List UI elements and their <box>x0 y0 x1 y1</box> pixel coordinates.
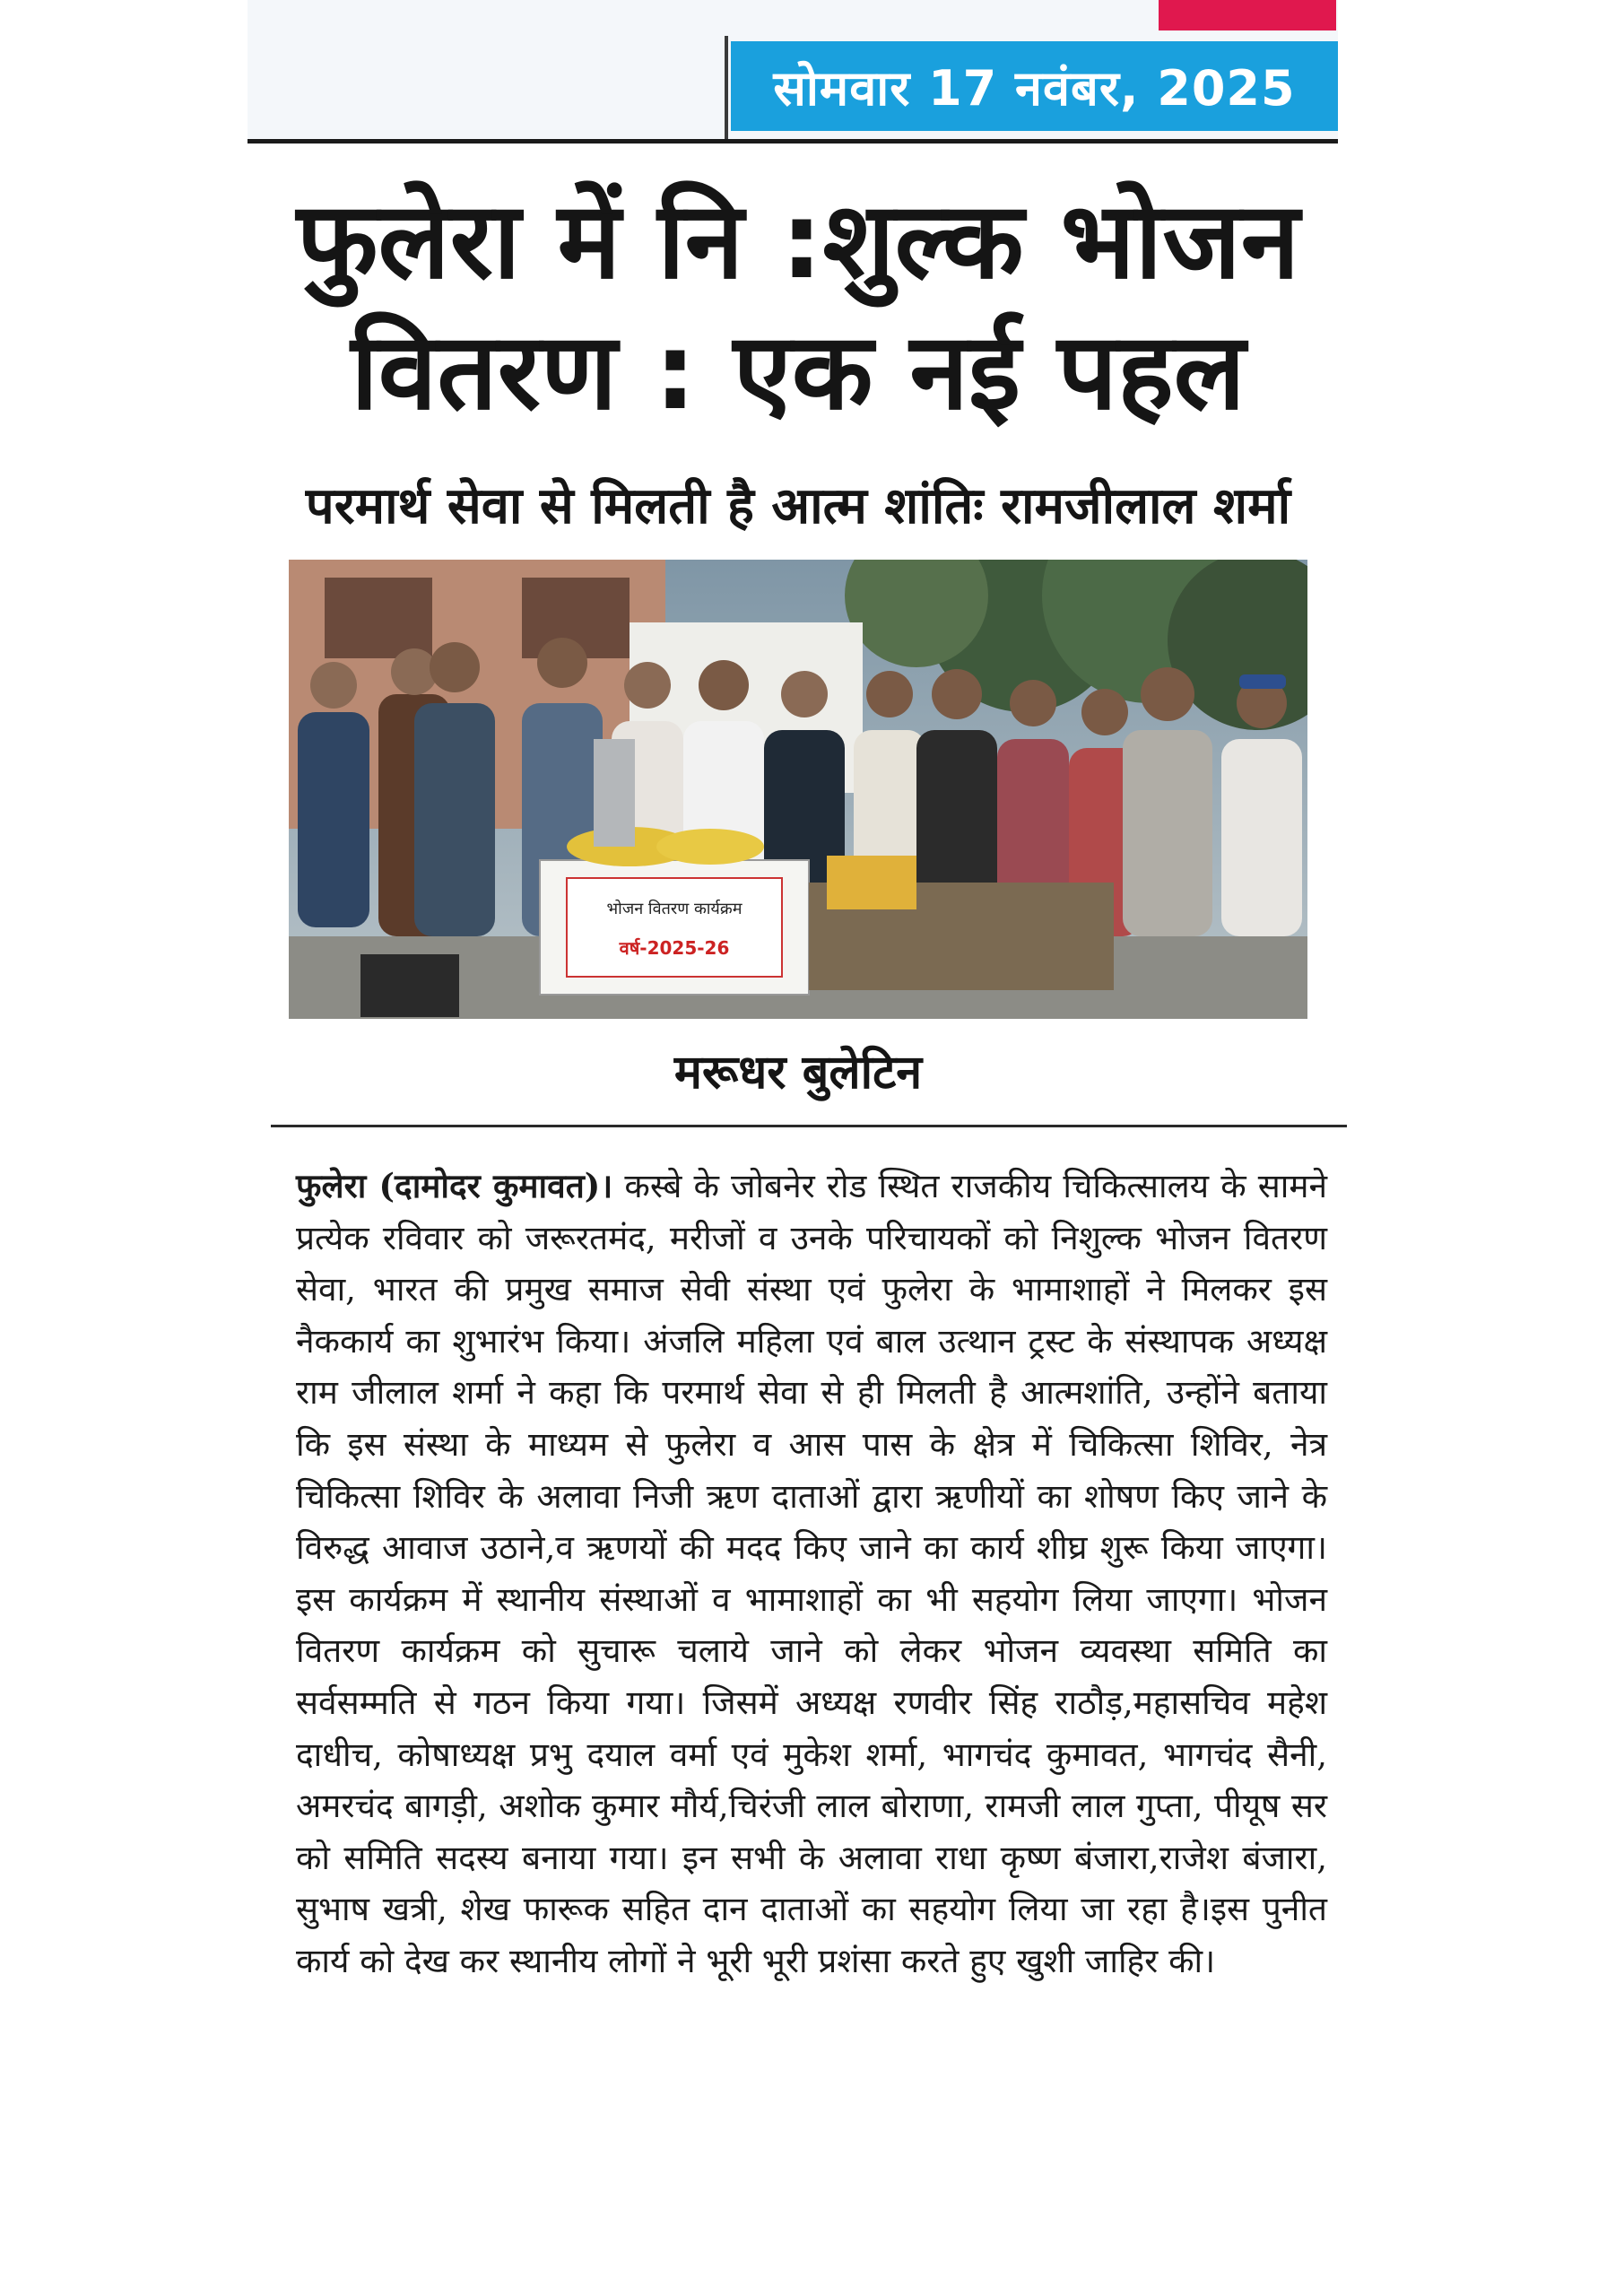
article-dateline: फुलेरा (दामोदर कुमावत)। <box>296 1166 613 1205</box>
news-photo <box>289 560 1307 1019</box>
subheadline: परमार्थ सेवा से मिलती है आत्म शांतिः रामजीलाल शर्मा <box>305 477 1291 535</box>
section-rule <box>271 1125 1347 1127</box>
masthead-rule <box>248 139 1338 144</box>
photo-banner-year: वर्ष-2025-26 <box>619 937 730 959</box>
photo-banner-text: भोजन वितरण कार्यक्रम <box>606 900 743 918</box>
news-photo-illustration <box>289 560 1307 1019</box>
headline-line-2: वितरण : एक नई पहल <box>351 309 1246 433</box>
masthead-accent-block <box>1159 0 1336 30</box>
article-body <box>296 1161 1327 1987</box>
headline <box>269 175 1327 437</box>
page-margin <box>0 0 248 2296</box>
issue-date: सोमवार 17 नवंबर, 2025 <box>731 41 1338 131</box>
headline-line-1: फुलेरा में नि :शुल्क भोजन <box>296 178 1300 302</box>
photo-credit: मरूधर बुलेटिन <box>673 1046 923 1100</box>
masthead-divider <box>725 36 728 139</box>
article-text: कस्बे के जोबनेर रोड स्थित राजकीय चिकित्सालय के सामने प्रत्येक रविवार को जरूरतमंद, मरीजों व उनके परिचायकों को निशुल्क भोजन वितरण सेवा, भारत की प्रमुख समाज सेवी संस्था एवं फुलेरा के भामाशाहों ने मिलकर इस नैककार्य का शुभारंभ किया। अंजलि महिला एवं बाल उत्थान ट्रस्ट के संस्थापक अध्यक्ष राम जीलाल शर्मा ने कहा कि परमार्थ सेवा से ही मिलती है आत्मशांति, उन्होंने बताया कि इस संस्था के माध्यम से फुलेरा व आस पास के क्षेत्र में चिकित्सा शिविर, नेत्र चिकित्सा शिविर के अलावा निजी ऋण दाताओं द्वारा ऋणीयों का शोषण किए जाने के विरुद्ध आवाज उठाने,व ऋणयों की मदद किए जाने का कार्य शीघ्र शुरू किया जाएगा।इस कार्यक्रम में स्थानीय संस्थाओं व भामाशाहों का भी सहयोग लिया जाएगा। भोजन वितरण कार्यक्रम को सुचारू चलाये जाने को लेकर भोजन व्यवस्था समिति का सर्वसम्मति से गठन किया गया। जिसमें अध्यक्ष रणवीर सिंह राठौड़,महासचिव महेश दाधीच, कोषाध्यक्ष प्रभु दयाल वर्मा एवं मुकेश शर्मा, भागचंद कुमावत, भागचंद सैनी, अमरचंद बागड़ी, अशोक कुमार मौर्य,चिरंजी लाल बोराणा, रामजी लाल गुप्ता, पीयूष सर को समिति सदस्य बनाया गया। इन सभी के अलावा राधा कृष्ण बंजारा,राजेश बंजारा, सुभाष खत्री, शेख फारूक सहित दान दाताओं का सहयोग लिया जा रहा है।इस पुनीत कार्य को देख कर स्थानीय लोगों ने भूरी भूरी प्रशंसा करते हुए खुशी जाहिर की। <box>296 1167 1327 1980</box>
